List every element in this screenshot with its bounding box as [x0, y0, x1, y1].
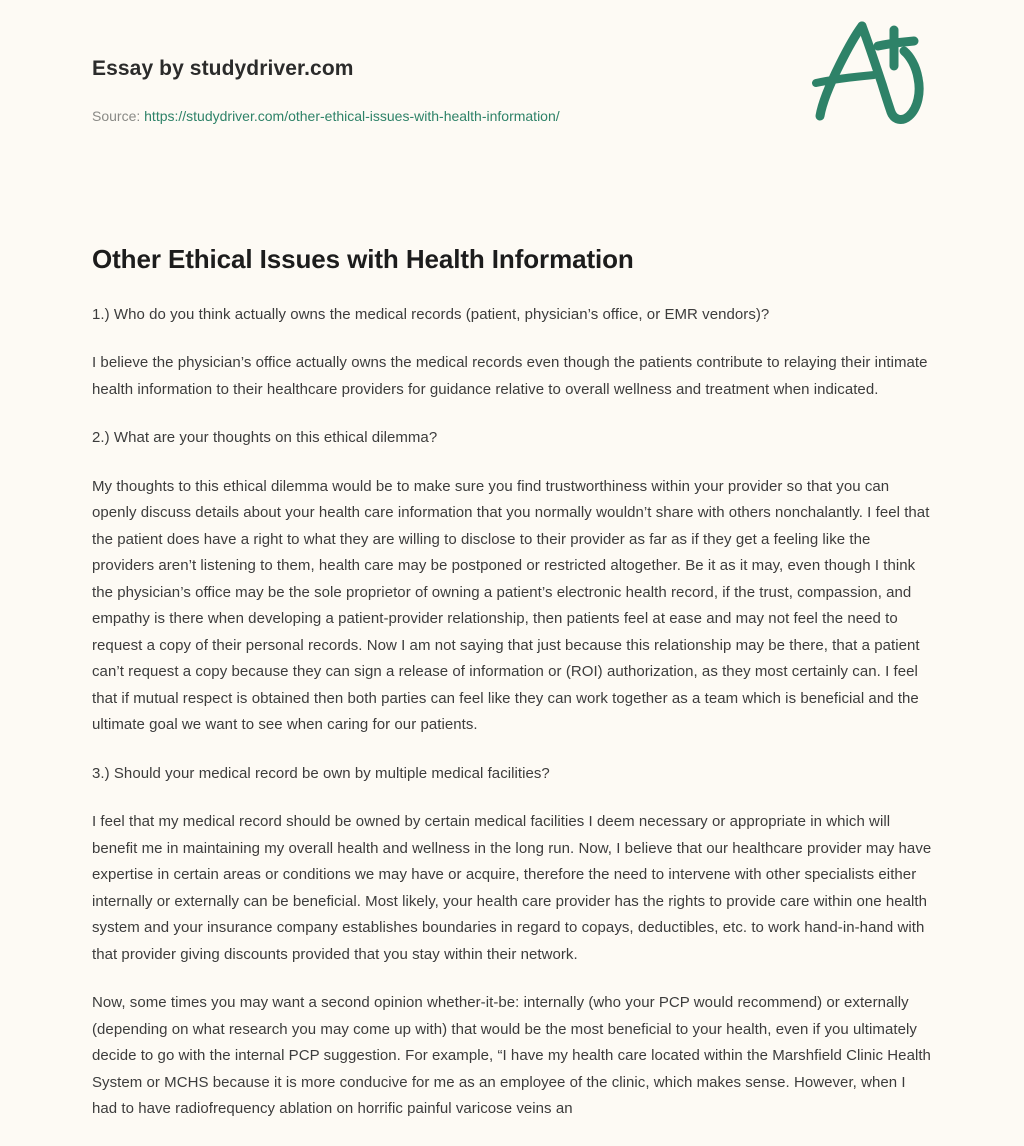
- page-title: Other Ethical Issues with Health Information: [92, 244, 634, 274]
- article-paragraph: I believe the physician’s office actually owns the medical records even though the patients contribute to relaying their intimate health information to their healthcare providers for guidance relative to overall wellness and treatment when indicated.: [92, 354, 928, 398]
- article-paragraph: 1.) Who do you think actually owns the medical records (patient, physician’s office, or EMR vendors)?: [92, 305, 770, 323]
- a-plus-logo-icon: [790, 8, 940, 128]
- byline: Essay by studydriver.com: [92, 57, 354, 80]
- article-body: [92, 276, 932, 1123]
- source-label: Source:: [92, 108, 141, 125]
- article-paragraph: Now, some times you may want a second opinion whether-it-be: internally (who your PCP would recommend) or externally (depending on what research you may come up with) that would be the most beneficial to your health, even if you ultimately decide to go with the internal PCP suggestion. For example, “I have my health care located within the Marshfield Clinic Health System or MCHS because it is more conducive for me as an employee of the clinic, which makes sense. However, when I had to have radiofrequency ablation on horrific painful varicose veins an: [92, 994, 931, 1117]
- page-header: [92, 0, 932, 195]
- article-paragraph: My thoughts to this ethical dilemma would be to make sure you find trustworthiness within your provider so that you can openly discuss details about your health care information that you normally wouldn’t share with others nonchalantly. I feel that the patient does have a right to what they are willing to disclose to their provider as far as if they get a feeling like the providers aren’t listening to them, health care may be postponed or restricted altogether. Be it as it may, even though I think the physician’s office may be the sole proprietor of owning a patient’s electronic health record, if the trust, compassion, and empathy is there when developing a patient-provider relationship, then patients feel at ease and may not feel the need to request a copy of their personal records. Now I am not saying that just because this relationship may be there, that a patient can’t request a copy because they can sign a release of information or (ROI) authorization, as they most certainly can. I feel that if mutual respect is obtained then both parties can feel like they can work together as a team which is beneficial and the ultimate goal we want to see when caring for our patients.: [92, 477, 930, 733]
- article-paragraph: 2.) What are your thoughts on this ethical dilemma?: [92, 429, 438, 446]
- source-url-link[interactable]: https://studydriver.com/other-ethical-issues-with-health-information/: [144, 108, 560, 125]
- article-paragraph: I feel that my medical record should be owned by certain medical facilities I deem necessary or appropriate in which will benefit me in maintaining my overall health and wellness in the long run. Now, I believe that our healthcare provider may have expertise in certain areas or conditions we may have or acquire, therefore the need to intervene with other specialists either internally or externally can be beneficial. Most likely, your health care provider has the rights to provide care within one health system and your insurance company establishes boundaries in regard to copays, deductibles, etc. to work hand-in-hand with that provider giving discounts provided that you stay within their network.: [92, 813, 932, 963]
- article-paragraph: 3.) Should your medical record be own by multiple medical facilities?: [92, 764, 550, 782]
